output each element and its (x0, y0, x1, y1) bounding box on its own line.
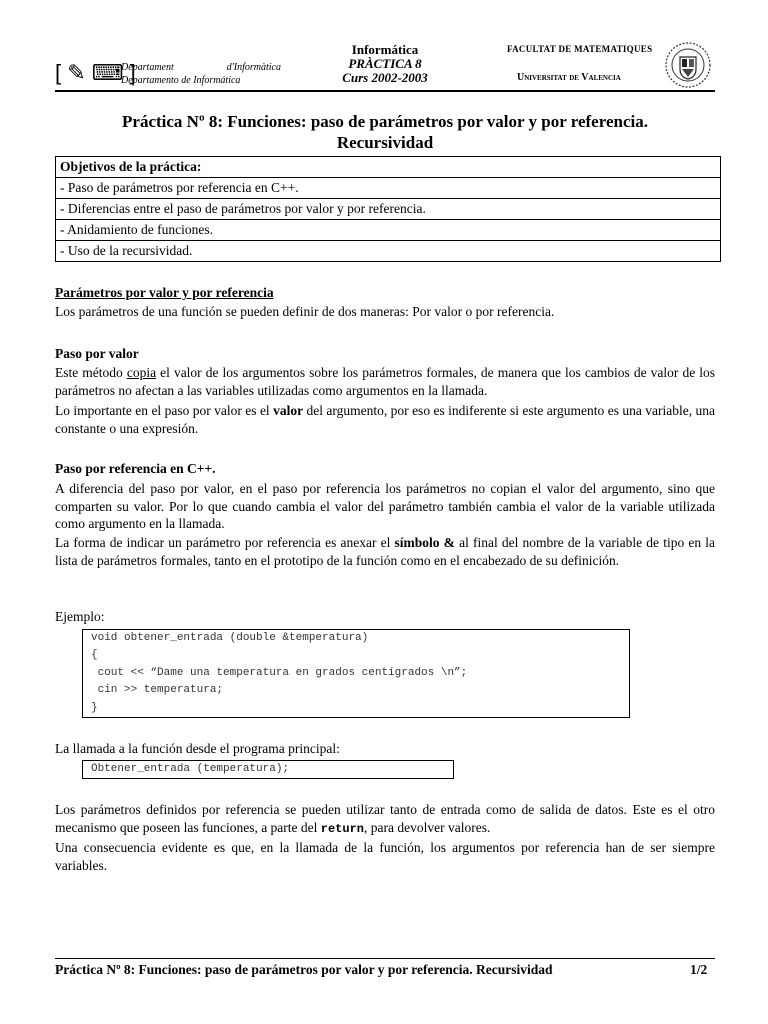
code-line: cout << “Dame una temperatura en grados centígrados \n”; (91, 666, 468, 679)
code-call (82, 760, 454, 779)
bold-valor: valor (273, 403, 304, 418)
page-number: 1/2 (690, 962, 708, 977)
section-heading-parametros: Parámetros por valor y por referencia (55, 285, 274, 300)
objectives-box (55, 156, 721, 262)
section-heading-paso-valor: Paso por valor (55, 346, 139, 361)
faculty-name: FACULTAT DE MATEMATIQUES (507, 44, 653, 54)
paragraph-paso-referencia-2: La forma de indicar un parámetro por referencia es anexar el símbolo & al final del nombre de la variable de tipo en la lista de parámetros formales, tanto en el prototipo de la función como en el encabezado de su definición. (55, 535, 715, 568)
bold-simbolo: símbolo & (394, 535, 455, 550)
paragraph-closing-1: Los parámetros definidos por referencia se pueden utilizar tanto de entrada como de salida de datos. Este es el otro mecanismo que poseen las funciones, a parte del return, para devolver valores. (55, 802, 715, 836)
university-name: Universitat de Valencia (517, 72, 621, 83)
course-header (320, 43, 450, 85)
department-name-ca (121, 61, 281, 74)
objective-item: - Uso de la recursividad. (56, 240, 720, 261)
header-rule (55, 90, 715, 92)
dept-ca-right: d'Informàtica (226, 62, 281, 73)
code-return: return (320, 821, 364, 836)
page-title-line2: Recursividad (336, 133, 434, 152)
objectives-heading: Objetivos de la práctica: (60, 159, 202, 174)
code-line: cin >> temperatura; (91, 684, 224, 697)
objective-item: - Diferencias entre el paso de parámetros por valor y por referencia. (56, 198, 720, 219)
code-line: void obtener_entrada (double &temperatura) (91, 632, 369, 644)
paragraph-paso-valor-1: Este método copia el valor de los argumentos sobre los parámetros formales, de manera que los cambios de valor de los parámetros no afectan a las variables utilizadas como argumentos en la llamada. (55, 365, 715, 398)
department-logo: [ ✎ ⌨ ] (55, 60, 136, 85)
practica-number: PRÀCTICA 8 (348, 56, 422, 71)
footer-title: Práctica Nº 8: Funciones: paso de parámetros por valor y por referencia. Recursividad (55, 962, 553, 977)
subject-title: Informática (351, 42, 419, 57)
code-line: } (91, 701, 98, 714)
underlined-copia: copia (126, 365, 157, 380)
paragraph-paso-valor-2: Lo importante en el paso por valor es el valor del argumento, por eso es indiferente si este argumento es una variable, una constante o una expresión. (55, 403, 715, 436)
example-label: Ejemplo: (55, 609, 105, 624)
paragraph-closing-2: Una consecuencia evidente es que, en la llamada de la función, los argumentos por referencia han de ser siempre variables. (55, 840, 715, 873)
department-name-es: Departamento de Informática (121, 75, 241, 86)
dept-ca-left: Departament (121, 62, 174, 73)
code-line: Obtener_entrada (temperatura); (91, 763, 290, 775)
call-label: La llamada a la función desde el programa principal: (55, 741, 340, 756)
paragraph-paso-referencia-1: A diferencia del paso por valor, en el paso por referencia los parámetros no copian el valor del argumento, sino que comparten su valor. Por lo que cuando cambia el valor del parámetro también cambia el valor de la variable utilizada como argumento en la llamada. (55, 481, 715, 531)
section-text-parametros: Los parámetros de una función se pueden definir de dos maneras: Por valor o por referencia. (55, 304, 555, 319)
footer-rule (55, 958, 715, 959)
university-seal-icon (664, 41, 712, 89)
page-title (55, 111, 715, 153)
code-example (82, 629, 630, 718)
objective-item: - Paso de parámetros por referencia en C++. (56, 177, 720, 198)
section-heading-paso-referencia: Paso por referencia en C++. (55, 461, 216, 476)
page-title-line1: Práctica Nº 8: Funciones: paso de parámetros por valor y por referencia. (122, 112, 648, 131)
code-line: { (91, 649, 98, 662)
course-year: Curs 2002-2003 (342, 70, 428, 85)
objective-item: - Anidamiento de funciones. (56, 219, 720, 240)
